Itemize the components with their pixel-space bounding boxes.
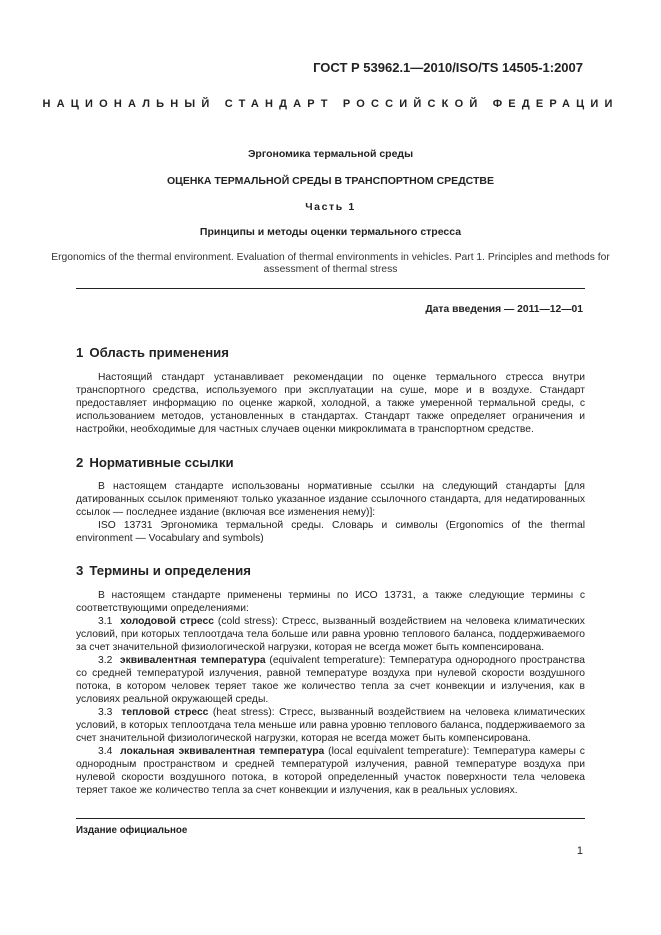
national-standard-heading: НАЦИОНАЛЬНЫЙ СТАНДАРТ РОССИЙСКОЙ ФЕДЕРАЦИИ bbox=[42, 98, 619, 110]
term-text: Температура однородного пространства со средней температурой излучения, равной температуре воздуха при нулевой скорости воздушного потока, в котором человек теряет такое же количество тепла за счет конвекции и излучения, как в условиях реальной окружающей среды. bbox=[76, 655, 585, 705]
term-definition bbox=[76, 615, 585, 654]
paragraph: ISO 13731 Эргономика термальной среды. Словарь и символы (Ergonomics of the thermal environment — Vocabulary and symbols) bbox=[76, 520, 585, 544]
term-definition bbox=[76, 706, 585, 745]
term-definition bbox=[76, 745, 585, 797]
term-text: Температура камеры с однородным пространством и средней температурой излучения, равной температуре воздуха при нулевой скорости воздушного потока, в которой определенный участок поверхности тела человека теряет такое же количество тепла за счет конвекции и излучения, как в реальных условиях. bbox=[76, 746, 585, 796]
section-body bbox=[76, 589, 585, 797]
term-english: (equivalent temperature): bbox=[269, 655, 386, 666]
paragraph: Настоящий стандарт устанавливает рекомендации по оценке термального стресса внутри транспортного средства, используемого при эксплуатации на суше, море и в воздухе. Стандарт предоставляет информацию по оценке жаркой, холодной, а также умеренной термальной среды, с использованием методов, установленных в стандартах. Стандарт также определяет ограничения и настройки, необходимые для частных случаев оценки микроклимата в транспортном средстве. bbox=[76, 372, 585, 435]
subject-title: Эргономика термальной среды bbox=[247, 148, 414, 160]
title-divider bbox=[76, 288, 585, 289]
term-text: Стресс, вызванный воздействием на человека климатических условий, при которых теплоотдача тела больше или равна уровню теплового баланса, поддерживаемого за счет значительной физиологической нагрузки, которая не всегда может быть компенсирована. bbox=[76, 616, 585, 653]
term-number: 3.3 bbox=[98, 707, 113, 718]
part-title: Принципы и методы оценки термального стресса bbox=[199, 226, 462, 238]
section-title: Термины и определения bbox=[89, 563, 251, 578]
edition-label: Издание официальное bbox=[76, 825, 188, 836]
page-number: 1 bbox=[576, 845, 583, 857]
term-name: холодовой стресс bbox=[120, 616, 214, 627]
term-name: эквивалентная температура bbox=[119, 655, 266, 666]
main-title: ОЦЕНКА ТЕРМАЛЬНОЙ СРЕДЫ В ТРАНСПОРТНОМ СРЕДСТВЕ bbox=[166, 175, 494, 187]
section-body bbox=[76, 480, 585, 545]
term-number: 3.2 bbox=[98, 655, 113, 666]
section-heading bbox=[76, 455, 234, 470]
section-body bbox=[76, 371, 585, 436]
term-text: Стресс, вызванный воздействием на человека климатических условий, в которых теплоотдача тела меньше или равна уровню теплового баланса, поддерживаемого за счет значительной физиологической нагрузки, которая не всегда может быть компенсирована. bbox=[76, 707, 585, 744]
section-heading bbox=[76, 563, 251, 578]
paragraph: В настоящем стандарте применены термины по ИСО 13731, а также следующие термины с соответствующими определениями: bbox=[76, 590, 585, 614]
english-title: Ergonomics of the thermal environment. Evaluation of thermal environments in vehicles. Part 1. Principles and methods for assessment of thermal stress bbox=[51, 252, 610, 275]
term-english: (heat stress): bbox=[212, 707, 275, 718]
term-name: тепловой стресс bbox=[121, 707, 209, 718]
section-title: Нормативные ссылки bbox=[89, 455, 234, 470]
section-number: 3 bbox=[76, 563, 84, 578]
term-number: 3.4 bbox=[98, 746, 113, 757]
term-definition bbox=[76, 654, 585, 706]
term-english: (cold stress): bbox=[217, 616, 278, 627]
section-title: Область применения bbox=[89, 345, 229, 360]
section-heading bbox=[76, 345, 229, 360]
section-number: 1 bbox=[76, 345, 84, 360]
section-number: 2 bbox=[76, 455, 84, 470]
footer-divider bbox=[76, 818, 585, 819]
part-label: Часть 1 bbox=[305, 201, 356, 213]
intro-date: Дата введения — 2011—12—01 bbox=[425, 304, 583, 315]
term-number: 3.1 bbox=[98, 616, 113, 627]
standard-number: ГОСТ Р 53962.1—2010/ISO/TS 14505-1:2007 bbox=[313, 60, 583, 75]
term-english: (local equivalent temperature): bbox=[328, 746, 470, 757]
paragraph: В настоящем стандарте использованы нормативные ссылки на следующий стандарты [для датированных ссылок применяют только указанное издание ссылочного стандарта, для недатированных ссылок — последнее издание (включая все изменения нему)]: bbox=[76, 481, 585, 518]
term-name: локальная эквивалентная температура bbox=[120, 746, 325, 757]
